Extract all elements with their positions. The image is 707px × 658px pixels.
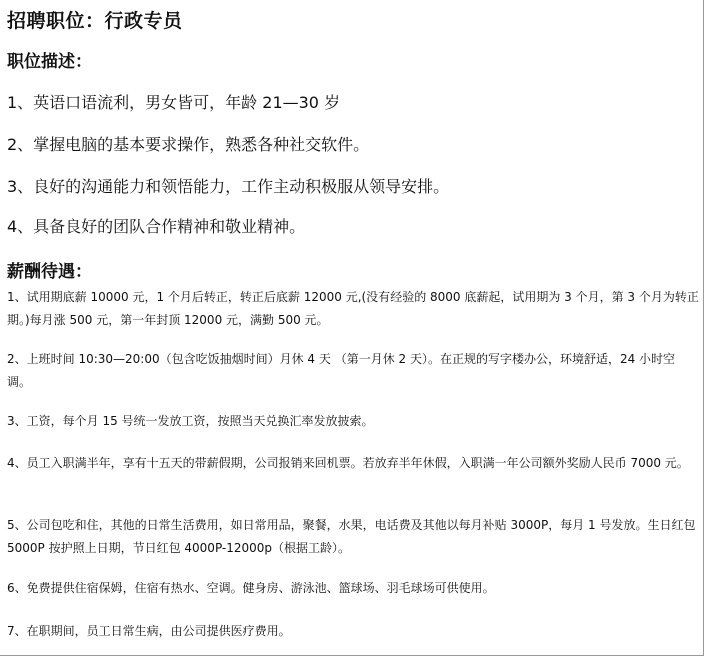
requirement-item: 1、英语口语流利，男女皆可，年龄 21—30 岁 — [7, 93, 341, 112]
benefit-item: 2、上班时间 10:30—20:00（包含吃饭抽烟时间）月休 4 天 （第一月休 2 天）。在正规的写字楼办公，环境舒适，24 小时空调。 — [7, 352, 676, 389]
benefits-heading: 薪酬待遇： — [7, 262, 92, 282]
requirement-item: 3、良好的沟通能力和领悟能力，工作主动积极服从领导安排。 — [7, 177, 450, 196]
benefit-item: 1、试用期底薪 10000 元，1 个月后转正，转正后底薪 12000 元,(没有经验的 8000 底薪起，试用期为 3 个月，第 3 个月为转正期。)每月涨 500 元，第一年封顶 12000 元，满勤 500 元。 — [7, 290, 699, 327]
page-title: 招聘职位：行政专员 — [7, 10, 183, 32]
benefit-item: 6、免费提供住宿保姆，住宿有热水、空调。健身房、游泳池、篮球场、羽毛球场可供使用。 — [7, 581, 495, 595]
benefit-item: 4、员工入职满半年，享有十五天的带薪假期，公司报销来回机票。若放弃半年休假，入职满一年公司额外奖励人民币 7000 元。 — [7, 456, 689, 470]
benefit-item: 7、在职期间，员工日常生病，由公司提供医疗费用。 — [7, 624, 291, 638]
benefit-item: 5、公司包吃和住，其他的日常生活费用，如日常用品，聚餐，水果，电话费及其他以每月补贴 3000P，每月 1 号发放。生日红包 5000P 按护照上日期，节日红包 4000P-12000p（根据工龄）。 — [7, 518, 696, 555]
requirement-item: 4、具备良好的团队合作精神和敬业精神。 — [7, 217, 306, 236]
description-heading: 职位描述： — [7, 52, 92, 72]
benefit-item: 3、工资，每个月 15 号统一发放工资，按照当天兑换汇率发放披索。 — [7, 414, 374, 428]
requirement-item: 2、掌握电脑的基本要求操作，熟悉各种社交软件。 — [7, 135, 370, 154]
